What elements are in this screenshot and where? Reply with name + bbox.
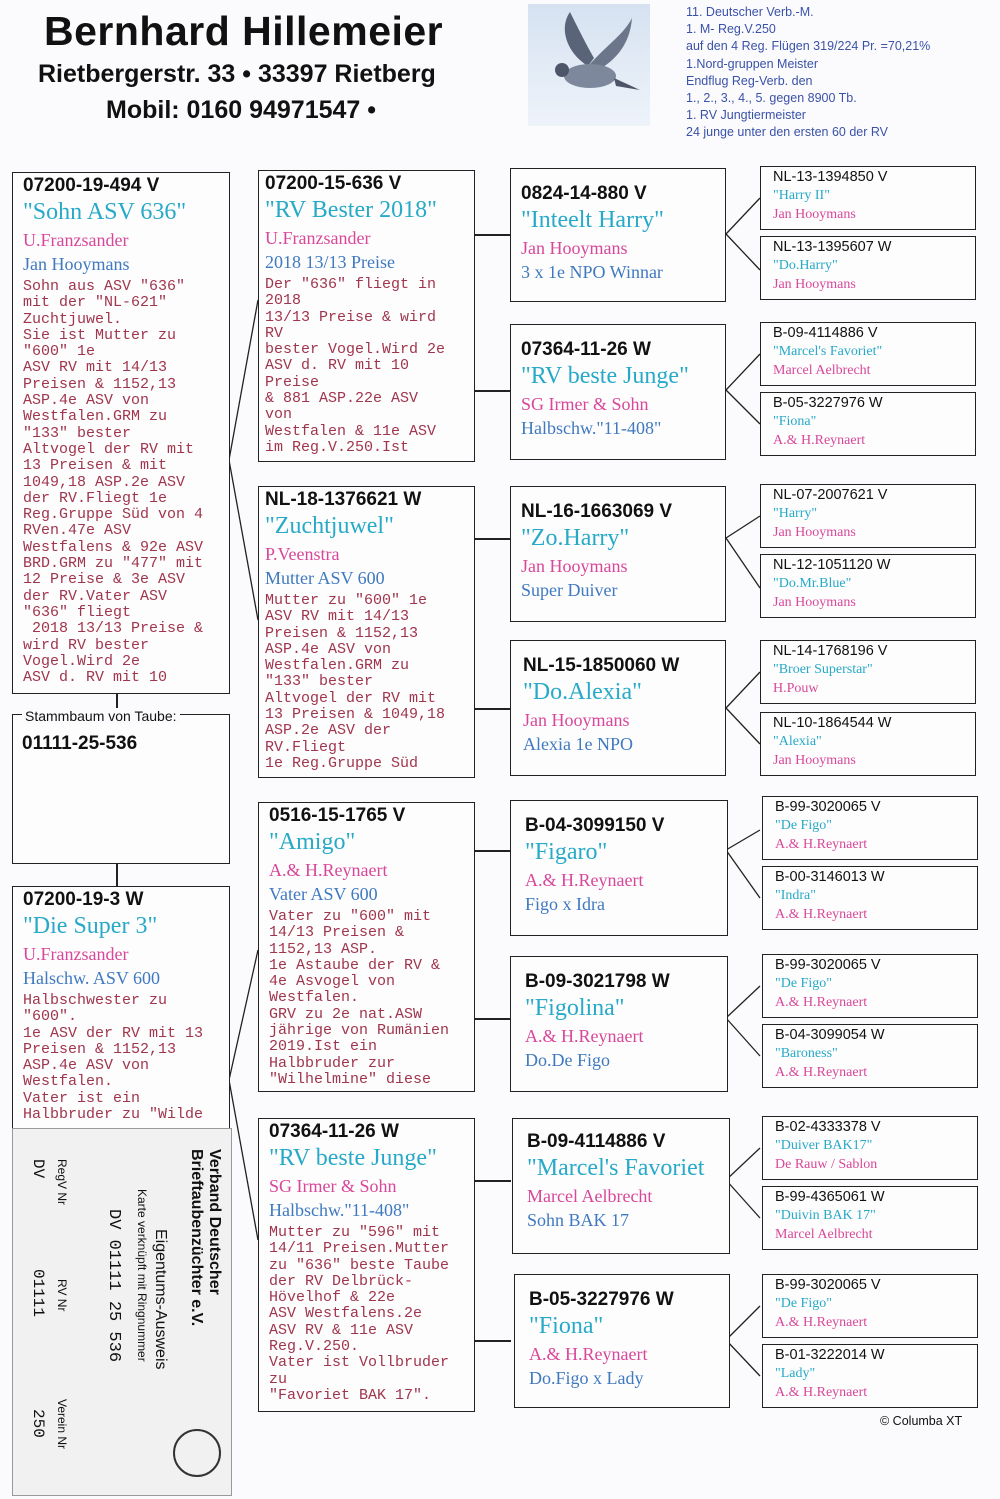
ring-number: B-09-4114886 V: [773, 325, 878, 341]
subject-ring: 01111-25-536: [22, 733, 138, 754]
ancestor-box[interactable]: [762, 1274, 978, 1338]
great-grandparent-box[interactable]: [510, 956, 728, 1092]
ring-number: NL-07-2007621 V: [773, 487, 888, 503]
achievement-line: 1. M- Reg.V.250: [686, 22, 776, 37]
description: Halbschwester zu "600". 1e ASV der RV mit 13 Preisen & 1152,13 ASP.4e ASV von Westfalen. Vater ist ein Halbbruder zu "Wilde: [23, 992, 204, 1124]
ring-number: NL-16-1663069 V: [521, 501, 673, 522]
pigeon-name: "Harry II": [773, 188, 830, 203]
description: Mutter zu "596" mit 14/11 Preisen.Mutter zu "636" beste Taube der RV Delbrück- Hövelhof & 22e ASV Westfalens.2e ASV RV & 11e ASV Reg.V.250. Vater ist Vollbruder zu "Favoriet BAK 17".: [269, 1224, 450, 1404]
ancestor-box[interactable]: [760, 554, 976, 618]
breeder: U.Franzsander: [23, 944, 129, 964]
grandparent-box[interactable]: [258, 1118, 475, 1412]
achievement-line: Endflug Reg-Verb. den: [686, 73, 813, 88]
great-grandparent-box[interactable]: [510, 168, 726, 302]
achievement-line: 11. Deutscher Verb.-M.: [686, 5, 814, 19]
breeder: A.& H.Reynaert: [775, 1385, 868, 1400]
ancestor-box[interactable]: [762, 1344, 978, 1408]
pigeon-name: "Figolina": [525, 995, 625, 1021]
pigeon-name: "De Figo": [775, 976, 832, 991]
great-grandparent-box[interactable]: [510, 640, 726, 776]
ring-number: NL-12-1051120 W: [773, 557, 891, 573]
breeder: H.Pouw: [773, 681, 819, 696]
info: Halbschw."11-408": [269, 1200, 410, 1220]
card-col-value: 01111: [29, 1269, 47, 1318]
breeder: Jan Hooymans: [521, 556, 628, 576]
breeder: Jan Hooymans: [773, 595, 856, 610]
pigeon-name: "De Figo": [775, 818, 832, 833]
achievement-line: auf den 4 Reg. Flügen 319/224 Pr. =70,21%: [686, 39, 931, 54]
breeder: A.& H.Reynaert: [773, 433, 866, 448]
ring-number: B-02-4333378 V: [775, 1119, 881, 1135]
breeder: Jan Hooymans: [773, 277, 856, 292]
pigeon-name: "Amigo": [269, 829, 356, 855]
ancestor-box[interactable]: [760, 640, 976, 704]
pigeon-name: "De Figo": [775, 1296, 832, 1311]
pigeon-name: "RV beste Junge": [269, 1145, 437, 1171]
breeder: A.& H.Reynaert: [529, 1344, 648, 1364]
ring-number: B-99-3020065 V: [775, 1277, 881, 1293]
info: 2018 13/13 Preise: [265, 252, 395, 272]
card-subtitle: Karte verknüpft mit Ringnummer: [135, 1189, 149, 1362]
ancestor-box[interactable]: [762, 1186, 978, 1250]
breeder: U.Franzsander: [23, 230, 129, 250]
ring-number: B-99-3020065 V: [775, 799, 881, 815]
achievement-line: 1. RV Jungtiermeister: [686, 108, 806, 123]
info: Jan Hooymans: [23, 254, 130, 274]
pigeon-name: "Marcel's Favoriet": [773, 344, 883, 359]
breeder: A.& H.Reynaert: [775, 995, 868, 1010]
ring-number: NL-13-1395607 W: [773, 239, 892, 255]
great-grandparent-box[interactable]: [514, 1274, 730, 1408]
ring-number: 07200-19-494 V: [23, 175, 160, 196]
pigeon-name: "Duiver BAK17": [775, 1138, 873, 1153]
card-col-label: RegV Nr: [55, 1159, 69, 1206]
pigeon-name: "RV Bester 2018": [265, 197, 437, 223]
info: Sohn BAK 17: [527, 1210, 630, 1230]
grandparent-box[interactable]: [258, 802, 475, 1092]
info: Do.De Figo: [525, 1050, 610, 1070]
ring-number: B-00-3146013 W: [775, 869, 885, 885]
ancestor-box[interactable]: [762, 1024, 978, 1088]
pigeon-name: "Zo.Harry": [521, 525, 630, 551]
dam-box[interactable]: [12, 886, 230, 1130]
ring-number: B-09-3021798 W: [525, 971, 670, 992]
breeder: A.& H.Reynaert: [525, 870, 644, 890]
ring-number: 07364-11-26 W: [521, 339, 651, 360]
card-col-label: RV Nr: [55, 1279, 69, 1312]
ring-number: B-04-3099150 V: [525, 815, 665, 836]
card-col-label: Verein Nr: [55, 1399, 69, 1450]
breeder-address: Rietbergerstr. 33 • 33397 Rietberg: [38, 60, 436, 88]
grandparent-box[interactable]: [258, 486, 475, 778]
breeder: Marcel Aelbrecht: [775, 1227, 873, 1242]
breeder: Marcel Aelbrecht: [773, 363, 871, 378]
breeder: A.& H.Reynaert: [775, 1315, 868, 1330]
pigeon-name: "Harry": [773, 506, 818, 521]
ring-number: 07364-11-26 W: [269, 1121, 399, 1142]
breeder: U.Franzsander: [265, 228, 371, 248]
pigeon-name: "Do.Harry": [773, 258, 838, 273]
pigeon-name: "Alexia": [773, 734, 822, 749]
ring-number: B-99-4365061 W: [775, 1189, 885, 1205]
great-grandparent-box[interactable]: [510, 486, 726, 622]
info: Mutter ASV 600: [265, 568, 385, 588]
card-col-value: DV: [29, 1159, 47, 1179]
info: Vater ASV 600: [269, 884, 378, 904]
grandparent-box[interactable]: [258, 170, 475, 462]
ancestor-box[interactable]: [760, 236, 976, 300]
card-number: DV 01111 25 536: [104, 1209, 123, 1363]
achievement-line: 1.Nord-gruppen Meister: [686, 56, 819, 71]
breeder-phone: Mobil: 0160 94971547 •: [106, 96, 377, 124]
breeder: A.& H.Reynaert: [269, 860, 388, 880]
ring-number: 07200-19-3 W: [23, 889, 144, 910]
info: Do.Figo x Lady: [529, 1368, 644, 1388]
great-grandparent-box[interactable]: [510, 324, 726, 460]
info: Super Duiver: [521, 580, 618, 600]
breeder: Jan Hooymans: [773, 753, 856, 768]
pedigree-label: Stammbaum von Taube:: [22, 708, 180, 724]
info: Alexia 1e NPO: [523, 734, 633, 754]
info: Figo x Idra: [525, 894, 605, 914]
info: Halbschw."11-408": [521, 418, 662, 438]
ring-number: B-05-3227976 W: [773, 395, 883, 411]
pigeon-name: "Lady": [775, 1366, 816, 1381]
breeder: P.Veenstra: [265, 544, 340, 564]
ancestor-box[interactable]: [760, 392, 976, 456]
ancestor-box[interactable]: [760, 712, 976, 776]
pigeon-name: "Do.Mr.Blue": [773, 576, 852, 591]
sire-box[interactable]: [12, 172, 230, 694]
ring-number: 07200-15-636 V: [265, 173, 402, 194]
ancestor-box[interactable]: [760, 484, 976, 548]
ring-number: 0824-14-880 V: [521, 183, 647, 204]
breeder: A.& H.Reynaert: [775, 907, 868, 922]
breeder: SG Irmer & Sohn: [521, 394, 649, 414]
breeder: De Rauw / Sablon: [775, 1157, 878, 1172]
pigeon-name: "RV beste Junge": [521, 363, 689, 389]
info: Halschw. ASV 600: [23, 968, 161, 988]
description: Der "636" fliegt in 2018 13/13 Preise & wird RV bester Vogel.Wird 2e ASV d. RV mit 10 Preise & 881 ASP.22e ASV von Westfalen & 11e ASV im Reg.V.250.Ist: [265, 276, 446, 456]
pigeon-name: "Zuchtjuwel": [265, 513, 394, 539]
pigeon-name: "Baroness": [775, 1046, 838, 1061]
ring-number: NL-15-1850060 W: [523, 655, 680, 676]
ring-number: NL-18-1376621 W: [265, 489, 422, 510]
pigeon-name: "Sohn ASV 636": [23, 199, 187, 225]
breeder: A.& H.Reynaert: [775, 837, 868, 852]
pigeon-name: "Indra": [775, 888, 816, 903]
ancestor-box[interactable]: [760, 166, 976, 230]
pigeon-name: "Duivin BAK 17": [775, 1208, 876, 1223]
breeder-name: Bernhard Hillemeier: [44, 8, 444, 54]
pigeon-name: "Do.Alexia": [523, 679, 642, 705]
pigeon-name: "Inteelt Harry": [521, 207, 664, 233]
ancestor-box[interactable]: [762, 866, 978, 930]
ring-number: NL-14-1768196 V: [773, 643, 888, 659]
breeder: Jan Hooymans: [773, 525, 856, 540]
achievement-line: 1., 2., 3., 4., 5. gegen 8900 Tb.: [686, 91, 857, 106]
seal-icon: [173, 1429, 221, 1477]
pigeon-name: "Figaro": [525, 839, 608, 865]
card-col-value: 250: [29, 1409, 47, 1438]
achievement-line: 24 junge unter den ersten 60 der RV: [686, 125, 888, 140]
pigeon-name: "Die Super 3": [23, 913, 158, 939]
card-org: Verband Deutscher: [206, 1149, 223, 1295]
copyright: © Columba XT: [880, 1414, 963, 1428]
breeder: Jan Hooymans: [521, 238, 628, 258]
description: Vater zu "600" mit 14/13 Preisen & 1152,13 ASP. 1e Astaube der RV & 4e Asvogel von Westfalen. GRV zu 2e nat.ASW jährige von Rumänien 2019.Ist ein Halbbruder zur "Wilhelmine" diese: [269, 908, 450, 1088]
breeder: SG Irmer & Sohn: [269, 1176, 397, 1196]
info: 3 x 1e NPO Winnar: [521, 262, 663, 282]
card-org: Brieftaubenzüchter e.V.: [188, 1149, 205, 1327]
ring-number: B-01-3222014 W: [775, 1347, 885, 1363]
ring-number: NL-10-1864544 W: [773, 715, 892, 731]
pigeon-name: "Marcel's Favoriet: [527, 1155, 705, 1181]
ancestor-box[interactable]: [762, 796, 978, 860]
ancestor-box[interactable]: [760, 322, 976, 386]
description: Mutter zu "600" 1e ASV RV mit 14/13 Preisen & 1152,13 ASP.4e ASV von Westfalen.GRM zu "133" bester Altvogel der RV mit 13 Preisen & 1049,18 ASP.2e ASV der RV.Fliegt 1e Reg.Gruppe Süd: [265, 592, 446, 772]
breeder: Jan Hooymans: [773, 207, 856, 222]
ring-number: B-09-4114886 V: [527, 1131, 666, 1152]
pigeon-name: "Fiona": [529, 1313, 604, 1339]
breeder: A.& H.Reynaert: [525, 1026, 644, 1046]
breeder: Marcel Aelbrecht: [527, 1186, 653, 1206]
card-title: Eigentums-Ausweis: [152, 1229, 169, 1370]
great-grandparent-box[interactable]: [510, 800, 728, 936]
breeder: A.& H.Reynaert: [775, 1065, 868, 1080]
ring-number: B-04-3099054 W: [775, 1027, 885, 1043]
ring-number: B-99-3020065 V: [775, 957, 881, 973]
ring-number: NL-13-1394850 V: [773, 169, 888, 185]
great-grandparent-box[interactable]: [512, 1118, 730, 1254]
description: Sohn aus ASV "636" mit der "NL-621" Zuchtjuwel. Sie ist Mutter zu "600" 1e ASV RV mit 14/13 Preisen & 1152,13 ASP.4e ASV von Westfalen.GRM zu "133" bester Altvogel der RV mit 13 Preisen & mit 1049,18 ASP.2e ASV der RV.Fliegt 1e Reg.Gruppe Süd von 4 RVen.47e ASV Westfalens & 92e ASV BRD.GRM zu "477" mit 12 Preise & 3e ASV der RV.Vater ASV "636" fliegt 2018 13/13 Preise & wird RV bester Vogel.Wird 2e ASV d. RV mit 10: [23, 278, 204, 687]
ancestor-box[interactable]: [762, 954, 978, 1018]
pigeon-name: "Fiona": [773, 414, 817, 429]
breeder: Jan Hooymans: [523, 710, 630, 730]
pigeon-name: "Broer Superstar": [773, 662, 873, 677]
ownership-card: [12, 1128, 232, 1496]
ring-number: 0516-15-1765 V: [269, 805, 406, 826]
ancestor-box[interactable]: [762, 1116, 978, 1180]
ring-number: B-05-3227976 W: [529, 1289, 674, 1310]
